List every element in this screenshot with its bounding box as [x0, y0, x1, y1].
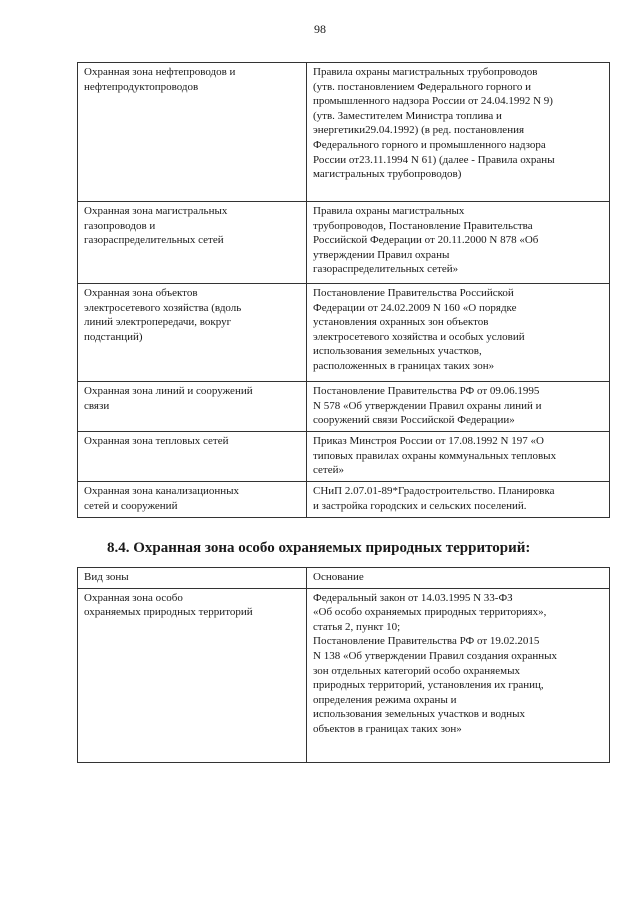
basis-text: электросетевого хозяйства и особых условий — [313, 330, 525, 343]
table-row — [78, 63, 610, 202]
basis-text: (утв. Заместителем Министра топлива и — [313, 109, 502, 122]
zone-text: газораспределительных сетей — [84, 234, 224, 247]
page-number: 98 — [314, 22, 326, 36]
basis-text: энергетики29.04.1992) (в ред. постановления — [313, 124, 525, 137]
zone-text: газопроводов и — [84, 219, 156, 232]
natural-territories-table — [77, 567, 610, 763]
zone-text: Охранная зона линий и сооружений — [84, 385, 253, 397]
basis-text: Правила охраны магистральных трубопроводов — [313, 66, 538, 78]
basis-text: России от23.11.1994 N 61) (далее - Правила охраны — [313, 153, 555, 166]
basis-text: «Об особо охраняемых природных территориях», — [313, 606, 547, 619]
zone-text: Охранная зона тепловых сетей — [84, 435, 229, 447]
basis-text: Постановление Правительства Российской — [313, 287, 514, 299]
zone-text: Охранная зона особо — [84, 591, 183, 604]
column-header: Вид зоны — [78, 568, 307, 589]
zone-text: электросетевого хозяйства (вдоль — [84, 301, 242, 314]
basis-text: объектов в границах таких зон» — [313, 722, 462, 735]
table-row — [78, 588, 610, 762]
basis-text: СНиП 2.07.01-89*Градостроительство. Планировка — [313, 485, 555, 497]
column-header: Основание — [307, 568, 610, 589]
basis-cell — [307, 382, 610, 432]
table-header-row — [78, 568, 610, 589]
basis-text: Постановление Правительства РФ от 19.02.2015 — [313, 635, 540, 648]
zone-text: связи — [84, 399, 110, 412]
basis-text: Федерального горного и промышленного надзора — [313, 138, 546, 151]
basis-text: N 138 «Об утверждении Правил создания охранных — [313, 649, 558, 662]
table-row — [78, 482, 610, 518]
basis-text: использования земельных участков и водных — [313, 708, 526, 721]
zone-cell — [78, 284, 307, 382]
basis-text: установления охранных зон объектов — [313, 316, 489, 329]
zone-cell — [78, 588, 307, 762]
basis-cell — [307, 482, 610, 518]
zone-cell — [78, 63, 307, 202]
basis-text: типовых правилах охраны коммунальных тепловых — [313, 449, 557, 462]
basis-text: Приказ Минстроя России от 17.08.1992 N 197 «О — [313, 435, 544, 447]
basis-cell — [307, 588, 610, 762]
basis-text: (утв. постановлением Федерального горного и — [313, 80, 531, 93]
zone-text: охраняемых природных территорий — [84, 606, 253, 619]
zone-text: нефтепродуктопроводов — [84, 80, 199, 93]
table-row — [78, 382, 610, 432]
basis-text: и застройка городских и сельских поселений. — [313, 499, 527, 512]
zone-cell — [78, 482, 307, 518]
basis-cell — [307, 284, 610, 382]
basis-text: природных территорий, установления их границ, — [313, 679, 544, 692]
protection-zones-table — [77, 62, 610, 518]
basis-cell — [307, 432, 610, 482]
basis-text: сетей» — [313, 464, 344, 477]
basis-text: Федерации от 24.02.2009 N 160 «О порядке — [313, 301, 517, 314]
zone-text: сетей и сооружений — [84, 499, 178, 512]
table-row — [78, 202, 610, 284]
basis-text: газораспределительных сетей» — [313, 263, 459, 276]
basis-text: N 578 «Об утверждении Правил охраны линий и — [313, 399, 542, 412]
table-row — [78, 432, 610, 482]
zone-text: Охранная зона нефтепроводов и — [84, 66, 236, 78]
basis-text: расположенных в границах таких зон» — [313, 359, 495, 372]
basis-text: сооружений связи Российской Федерации» — [313, 414, 515, 427]
basis-cell — [307, 202, 610, 284]
zone-text: Охранная зона магистральных — [84, 205, 228, 217]
basis-text: использования земельных участков, — [313, 345, 482, 358]
basis-text: зон отдельных категорий особо охраняемых — [313, 664, 520, 677]
basis-text: магистральных трубопроводов) — [313, 168, 462, 181]
basis-text: промышленного надзора России от 24.04.1992 N 9) — [313, 95, 553, 108]
zone-text: линий электропередачи, вокруг — [84, 316, 232, 329]
basis-cell — [307, 63, 610, 202]
basis-text: определения режима охраны и — [313, 693, 457, 706]
table-row — [78, 284, 610, 382]
basis-text: трубопроводов, Постановление Правительства — [313, 219, 533, 232]
basis-text: Правила охраны магистральных — [313, 205, 465, 217]
section-title: 8.4. Охранная зона особо охраняемых природных территорий: — [107, 540, 531, 556]
zone-cell — [78, 382, 307, 432]
zone-text: Охранная зона объектов — [84, 287, 198, 299]
basis-text: утверждении Правил охраны — [313, 248, 450, 261]
basis-text: Российской Федерации от 20.11.2000 N 878 «Об — [313, 234, 539, 247]
zone-cell — [78, 202, 307, 284]
basis-text: статья 2, пункт 10; — [313, 620, 401, 633]
basis-text: Постановление Правительства РФ от 09.06.1995 — [313, 385, 540, 397]
basis-text: Федеральный закон от 14.03.1995 N 33-ФЗ — [313, 591, 513, 604]
zone-text: Охранная зона канализационных — [84, 485, 240, 497]
zone-text: подстанций) — [84, 330, 143, 343]
zone-cell — [78, 432, 307, 482]
